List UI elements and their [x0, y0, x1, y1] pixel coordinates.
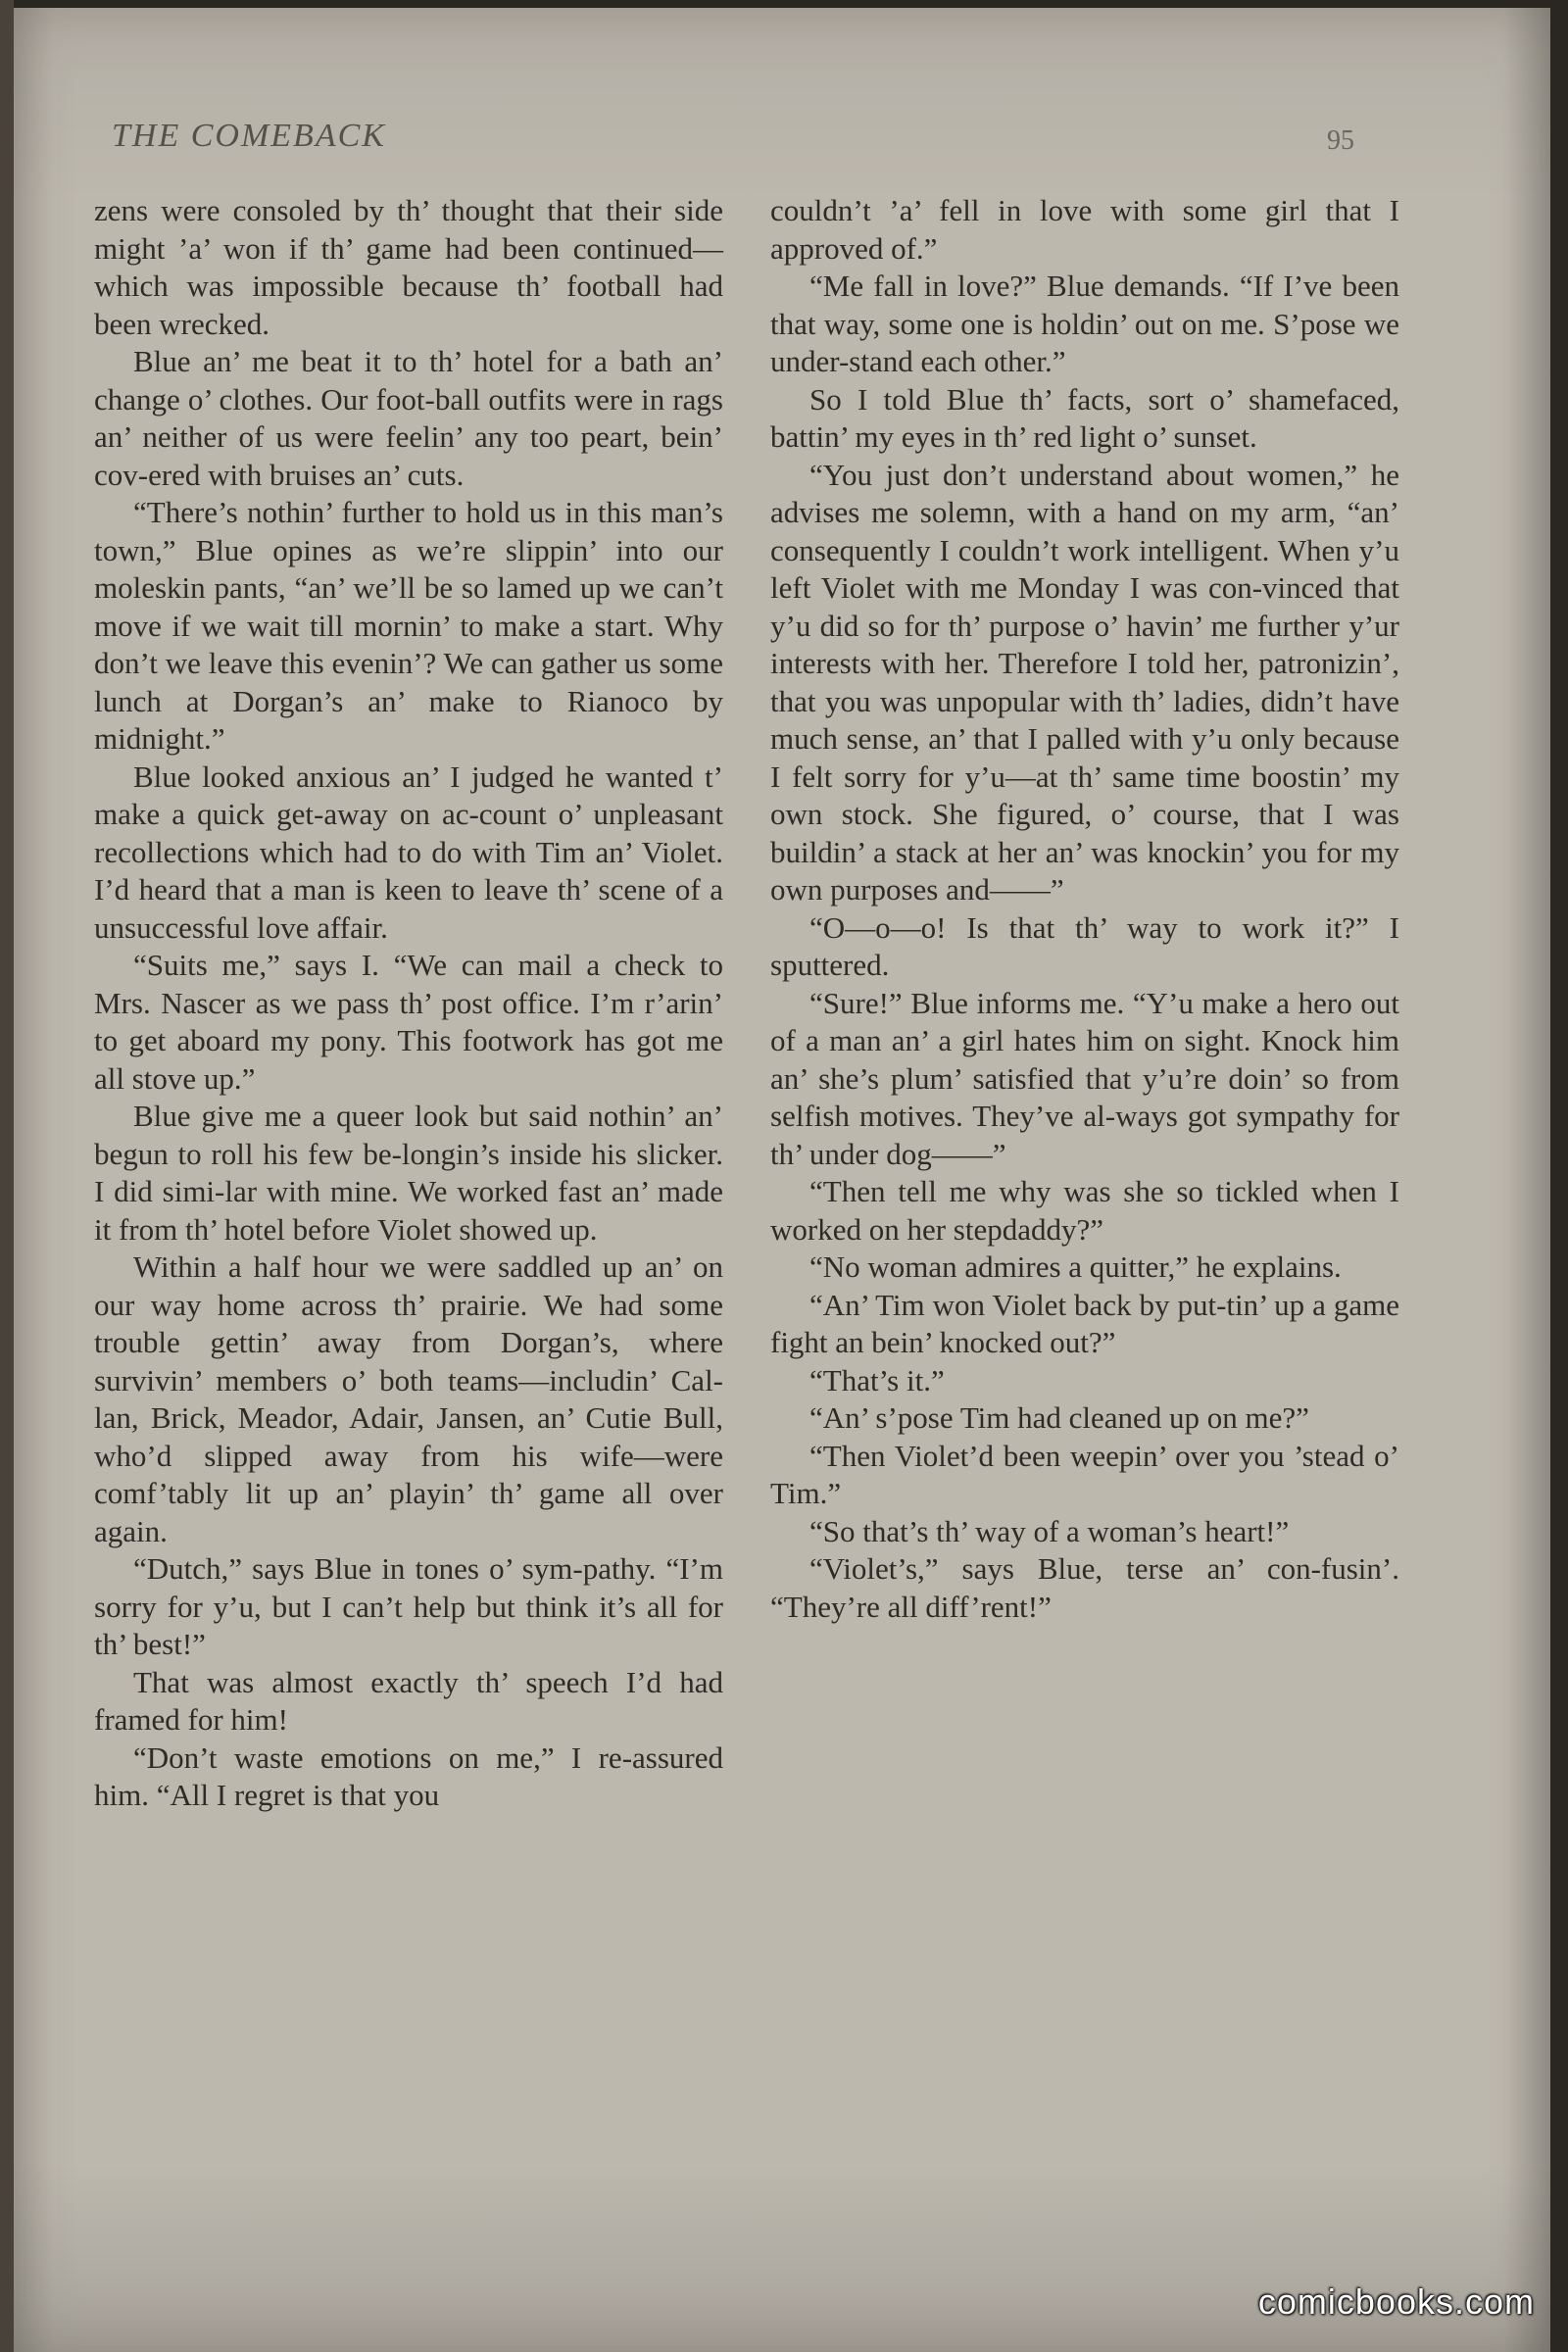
paragraph: “O—o—o! Is that th’ way to work it?” I sputtered.: [770, 909, 1399, 982]
paragraph: “An’ s’pose Tim had cleaned up on me?”: [809, 1400, 1309, 1435]
book-spine: [0, 0, 14, 2352]
page-number: 95: [1327, 125, 1354, 156]
paragraph: “That’s it.”: [809, 1362, 945, 1397]
paragraph: “No woman admires a quitter,” he explains.: [809, 1250, 1342, 1284]
right-text-column: [770, 192, 1399, 1626]
paragraph: Blue looked anxious an’ I judged he wanted t’ make a quick get-away on ac-count o’ unpleasant recollections which had to do with Tim an’ Violet. I’d heard that a man is keen to leave th’ scene of a unsuccessful love affair.: [94, 759, 723, 945]
paragraph: Blue an’ me beat it to th’ hotel for a bath an’ change o’ clothes. Our foot-ball outfits were in rags an’ neither of us were feelin’ any too peart, bein’ cov-ered with bruises an’ cuts.: [94, 344, 723, 492]
running-title: THE COMEBACK: [112, 118, 386, 154]
paragraph: “Dutch,” says Blue in tones o’ sym-pathy. “I’m sorry for y’u, but I can’t help but think it’s all for th’ best!”: [94, 1551, 723, 1661]
book-page: [14, 8, 1550, 2352]
left-text-column: [94, 192, 723, 1815]
paragraph: “Violet’s,” says Blue, terse an’ con-fusin’. “They’re all diff’rent!”: [770, 1551, 1399, 1624]
paragraph: zens were consoled by th’ thought that their side might ’a’ won if th’ game had been continued—which was impossible because th’ football had been wrecked.: [94, 193, 723, 341]
paragraph: “Then Violet’d been weepin’ over you ’stead o’ Tim.”: [770, 1438, 1399, 1510]
site-watermark: comicbooks.com: [1257, 2281, 1535, 2322]
paragraph: That was almost exactly th’ speech I’d had framed for him!: [94, 1664, 723, 1737]
paragraph: “Suits me,” says I. “We can mail a check to Mrs. Nascer as we pass th’ post office. I’m r’arin’ to get aboard my pony. This footwork has got me all stove up.”: [94, 948, 723, 1096]
paragraph: “So that’s th’ way of a woman’s heart!”: [809, 1513, 1290, 1548]
paragraph: Blue give me a queer look but said nothin’ an’ begun to roll his few be-longin’s inside his slicker. I did simi-lar with mine. We worked fast an’ made it from th’ hotel before Violet showed up.: [94, 1099, 723, 1247]
paragraph: “There’s nothin’ further to hold us in this man’s town,” Blue opines as we’re slippin’ into our moleskin pants, “an’ we’ll be so lamed up we can’t move if we wait till mornin’ to make a start. Why don’t we leave this evenin’? We can gather us some lunch at Dorgan’s an’ make to Rianoco by midnight.”: [94, 495, 723, 756]
paragraph: “Sure!” Blue informs me. “Y’u make a hero out of a man an’ a girl hates him on sight. Knock him an’ she’s plum’ satisfied that y’u’re doin’ so from selfish motives. They’ve al-ways got sympathy for th’ under dog——”: [770, 985, 1399, 1171]
paragraph: “Me fall in love?” Blue demands. “If I’ve been that way, some one is holdin’ out on me. S’pose we under-stand each other.”: [770, 269, 1399, 378]
paragraph: “Don’t waste emotions on me,” I re-assured him. “All I regret is that you: [94, 1740, 723, 1812]
paragraph: “Then tell me why was she so tickled when I worked on her stepdaddy?”: [770, 1174, 1399, 1247]
paragraph: Within a half hour we were saddled up an’ on our way home across th’ prairie. We had some trouble gettin’ away from Dorgan’s, where survivin’ members o’ both teams—includin’ Cal-lan, Brick, Meador, Adair, Jansen, an’ Cutie Bull, who’d slipped away from his wife—were comf’tably lit up an’ playin’ th’ game all over again.: [94, 1250, 723, 1548]
paragraph: couldn’t ’a’ fell in love with some girl that I approved of.”: [770, 193, 1399, 266]
paragraph: So I told Blue th’ facts, sort o’ shamefaced, battin’ my eyes in th’ red light o’ sunset.: [770, 381, 1399, 454]
paragraph: “An’ Tim won Violet back by put-tin’ up a game fight an bein’ knocked out?”: [770, 1287, 1399, 1359]
paragraph: “You just don’t understand about women,” he advises me solemn, with a hand on my arm, “an’ consequently I couldn’t work intelligent. When y’u left Violet with me Monday I was con-vinced that y’u did so for th’ purpose o’ havin’ me further y’ur interests with her. Therefore I told her, patronizin’, that you was unpopular with th’ ladies, didn’t have much sense, an’ that I palled with y’u only because I felt sorry for y’u—at th’ same time boostin’ my own stock. She figured, o’ course, that I was buildin’ a stack at her an’ was knockin’ you for my own purposes and——”: [770, 457, 1399, 906]
